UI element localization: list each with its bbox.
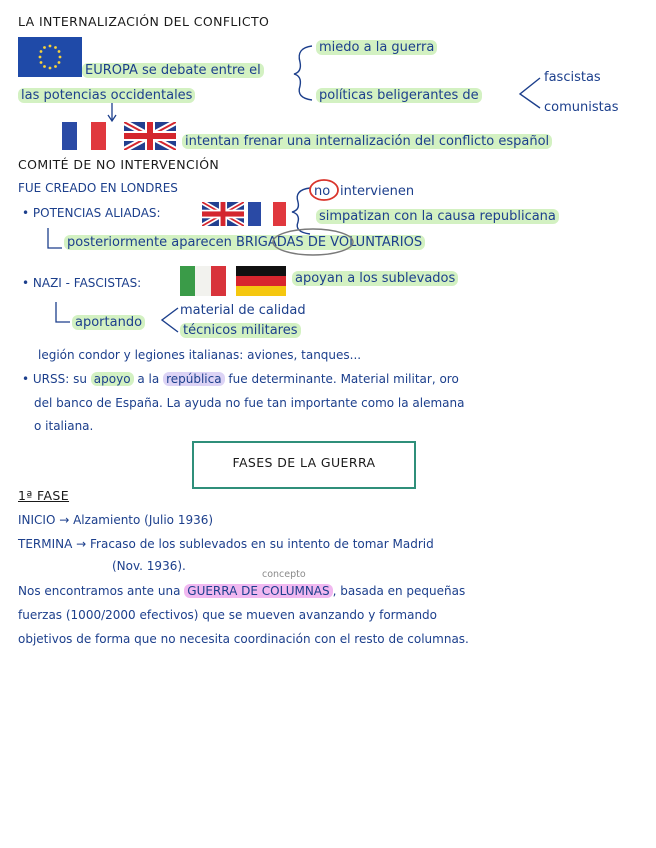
branch-politicas: políticas beligerantes de <box>316 89 482 102</box>
grey-circle <box>273 229 353 255</box>
termina-date: (Nov. 1936). <box>112 559 186 573</box>
branch-miedo: miedo a la guerra <box>316 41 437 54</box>
concepto-note: concepto <box>262 569 306 580</box>
nazi-label: • NAZI - FASCISTAS: <box>22 276 142 290</box>
sub-comunistas: comunistas <box>544 100 619 115</box>
europa-line: EUROPA se debate entre el <box>82 64 264 77</box>
legion-text: legión condor y legiones italianas: aviones, tanques... <box>38 348 362 362</box>
urss-line-1: • URSS: su apoyo a la república fue determinante. Material militar, oro <box>22 372 459 386</box>
tecnicos-text: técnicos militares <box>180 324 301 337</box>
fase1-para-3: objetivos de forma que no necesita coordinación con el resto de columnas. <box>18 632 469 646</box>
connector-aportando <box>56 302 70 322</box>
aportando-text: aportando <box>72 316 145 329</box>
fase1-para-2: fuerzas (1000/2000 efectivos) que se mueven avanzando y formando <box>18 608 438 622</box>
bracket-aliadas <box>292 188 310 234</box>
intervienen-text: intervienen <box>340 184 415 199</box>
bracket-entre <box>294 46 312 100</box>
aliadas-label: • POTENCIAS ALIADAS: <box>22 206 161 220</box>
brigadas-word: BRIGADAS <box>236 235 304 250</box>
comite-heading: COMITÉ DE NO INTERVENCIÓN <box>18 157 220 172</box>
inicio-line: INICIO → Alzamiento (Julio 1936) <box>18 513 214 527</box>
fase1-heading: 1ª FASE <box>18 488 70 503</box>
no-word: no <box>314 184 331 199</box>
urss-line-2: del banco de España. La ayuda no fue tan importante como la alemana <box>34 396 465 410</box>
red-circle <box>310 180 338 200</box>
potencias-line: las potencias occidentales <box>18 89 195 102</box>
page-title: LA INTERNALIZACIÓN DEL CONFLICTO <box>18 14 270 29</box>
material-text: material de calidad <box>180 303 306 318</box>
fase1-para-1: Nos encontramos ante una GUERRA DE COLUMNAS , basada en pequeñas <box>18 584 466 598</box>
urss-line-3: o italiana. <box>34 419 94 433</box>
guerra-de-columnas: GUERRA DE COLUMNAS <box>184 584 332 598</box>
connector-posteriormente <box>48 228 62 248</box>
termina-line: TERMINA → Fracaso de los sublevados en su intento de tomar Madrid <box>18 537 434 551</box>
apoyan-text: apoyan a los sublevados <box>292 272 458 285</box>
intentan-line: intentan frenar una internalización del conflicto español <box>182 135 552 148</box>
arrow-down <box>108 103 116 121</box>
brigadas-line: posteriormente aparecen BRIGADAS DE VOLUNTARIOS <box>64 236 425 249</box>
simpatizan-text: simpatizan con la causa republicana <box>316 210 559 223</box>
bracket-aportando <box>162 308 178 332</box>
fases-title: FASES DE LA GUERRA <box>232 455 376 470</box>
sub-fascistas: fascistas <box>544 70 601 85</box>
creado-line: FUE CREADO EN LONDRES <box>18 181 178 195</box>
bracket-fascistas <box>520 78 540 108</box>
